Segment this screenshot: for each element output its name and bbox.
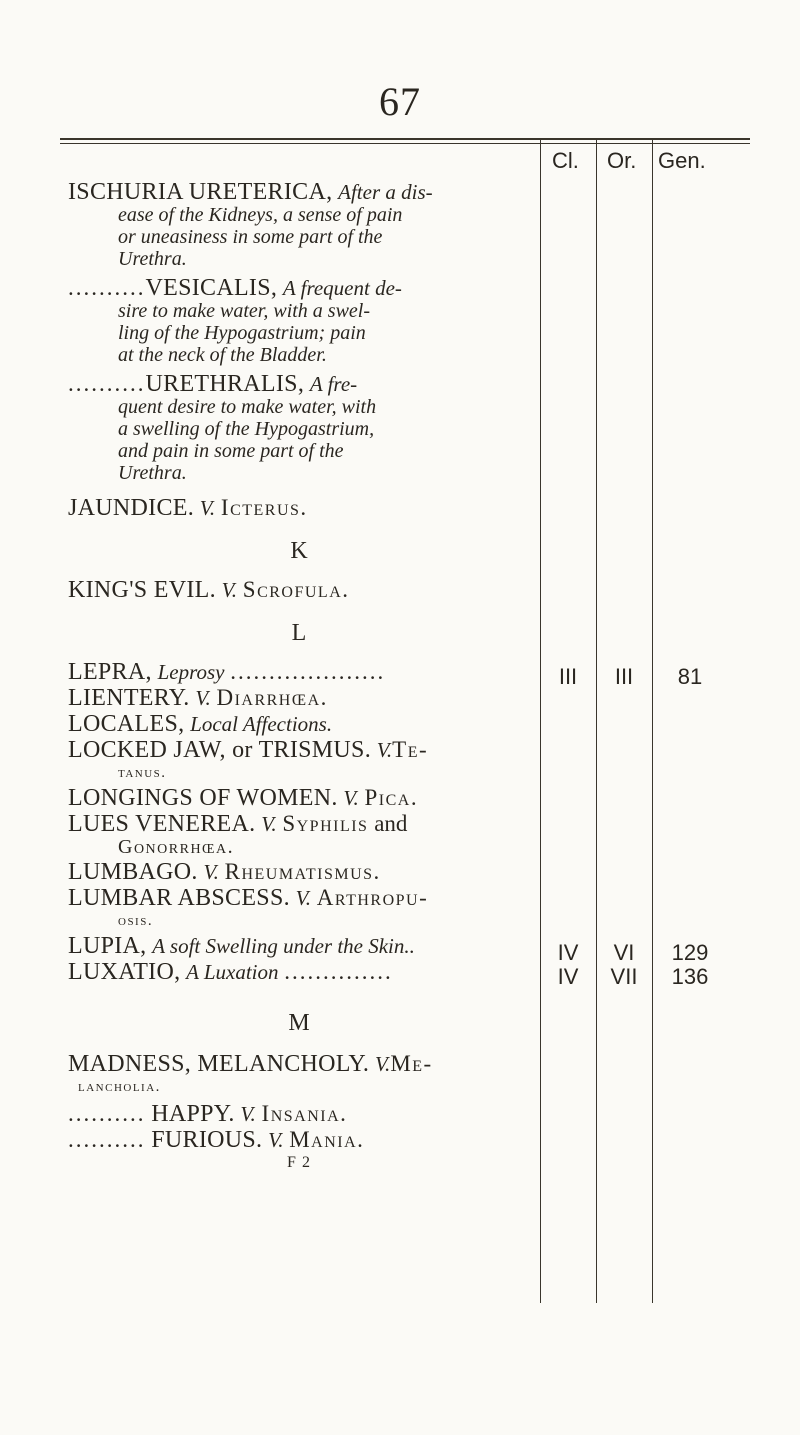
cross-reference: Me-	[390, 1051, 433, 1076]
lepra-genus: 81	[677, 664, 703, 689]
entry-desc-line: ease of the Kidneys, a sense of pain	[118, 204, 403, 226]
entry-head: LUXATIO,	[68, 959, 181, 985]
lepra-class: III	[558, 664, 578, 689]
entry-ischuria-vesicalis	[68, 276, 538, 366]
entry-head: ISCHURIA URETERICA,	[68, 179, 333, 205]
leader-dots: ..........	[68, 1101, 146, 1126]
entry-head: JAUNDICE.	[68, 495, 195, 521]
leader-dots: ..........	[68, 371, 146, 396]
column-divider-1	[540, 138, 541, 1303]
top-rule	[60, 138, 750, 140]
entry-ischuria-ureterica	[68, 180, 538, 270]
cross-reference: Scrofula.	[242, 577, 350, 602]
entry-head: LEPRA,	[68, 659, 152, 685]
entry-desc-line: and pain in some part of the	[118, 440, 344, 462]
entry-desc-line: Urethra.	[118, 462, 187, 484]
leader-dots: ....................	[230, 659, 386, 684]
entry-jaundice	[68, 496, 538, 520]
cross-reference: Diarrhœa.	[216, 685, 328, 710]
luxatio-genus: 136	[671, 964, 709, 989]
section-letter-l: L	[291, 620, 307, 646]
cross-reference: Rheumatismus.	[224, 859, 381, 884]
entry-desc-line: ling of the Hypogastrium; pain	[118, 322, 366, 344]
entry-desc: A frequent de-	[282, 276, 402, 300]
see-marker: V.	[343, 786, 359, 810]
cross-reference: Pica.	[364, 785, 419, 810]
lepra-order: III	[614, 664, 634, 689]
entry-desc: A Luxation	[186, 960, 279, 984]
see-marker: V.	[295, 886, 312, 910]
entry-lientery	[68, 686, 538, 710]
entry-kings-evil	[68, 578, 538, 602]
cross-reference: Insania.	[261, 1101, 348, 1126]
leader-dots: ..........	[68, 275, 146, 300]
entry-locales	[68, 712, 538, 736]
entry-ischuria-urethralis	[68, 372, 538, 484]
section-letter-m: M	[288, 1010, 310, 1036]
entry-desc-line: or uneasiness in some part of the	[118, 226, 383, 248]
cross-reference: Icterus.	[220, 495, 308, 520]
entry-head: FURIOUS.	[151, 1127, 263, 1153]
see-marker: V.	[376, 738, 393, 762]
entry-head: LOCALES,	[68, 711, 185, 737]
cross-reference: Mania.	[289, 1127, 365, 1152]
entry-desc: A fre-	[309, 372, 358, 396]
entry-head: LUMBAR ABSCESS.	[68, 885, 290, 911]
entry-head: LUES VENEREA.	[68, 811, 256, 837]
lupia-order: VI	[613, 940, 635, 965]
entry-madness-happy	[68, 1102, 538, 1126]
entry-lumbar-abscess	[68, 886, 538, 932]
entry-lues-venerea	[68, 812, 538, 858]
entry-lumbago	[68, 860, 538, 884]
cross-reference-cont: lancholia.	[78, 1079, 161, 1095]
see-marker: V.	[374, 1052, 391, 1076]
entry-head: URETHRALIS,	[145, 371, 305, 397]
signature-mark: F 2	[287, 1154, 311, 1171]
entry-head: HAPPY.	[151, 1101, 235, 1127]
entry-head: MADNESS, MELANCHOLY.	[68, 1051, 370, 1077]
page-number: 67	[379, 79, 421, 124]
entry-head: VESICALIS,	[145, 275, 278, 301]
entry-madness-furious	[68, 1128, 538, 1152]
entry-desc-line: Urethra.	[118, 248, 187, 270]
conjunction: and	[374, 811, 408, 836]
entry-longings	[68, 786, 538, 810]
lupia-class: IV	[557, 940, 579, 965]
entry-desc: Local Affections.	[190, 712, 333, 736]
entry-head: KING'S EVIL.	[68, 577, 216, 603]
column-divider-2	[596, 138, 597, 1303]
lupia-genus: 129	[671, 940, 709, 965]
entry-luxatio	[68, 960, 538, 984]
column-header-order: Or.	[607, 148, 637, 173]
entry-desc-line: a swelling of the Hypogastrium,	[118, 418, 375, 440]
see-marker: V.	[268, 1128, 284, 1152]
see-marker: V.	[199, 496, 216, 520]
entry-desc: Leprosy	[157, 660, 225, 684]
entry-desc: After a dis-	[338, 180, 433, 204]
column-header-class: Cl.	[552, 148, 579, 173]
entry-madness	[68, 1052, 538, 1098]
entry-lupia	[68, 934, 538, 958]
see-marker: V.	[221, 578, 238, 602]
entry-head: LIENTERY.	[68, 685, 190, 711]
entry-head: LONGINGS OF WOMEN.	[68, 785, 338, 811]
leader-dots: ..............	[284, 959, 393, 984]
entry-locked-jaw	[68, 738, 538, 784]
cross-reference: Arthropu-	[316, 885, 429, 910]
leader-dots: ..........	[68, 1127, 146, 1152]
entry-desc-line: sire to make water, with a swel-	[118, 300, 371, 322]
entry-desc: A soft Swelling under the Skin..	[152, 934, 415, 958]
cross-reference-cont: Gonorrhœa.	[118, 836, 235, 858]
entry-desc-line: quent desire to make water, with	[118, 396, 377, 418]
see-marker: V.	[240, 1102, 256, 1126]
column-header-genus: Gen.	[658, 148, 706, 173]
entry-lepra	[68, 660, 538, 684]
cross-reference: Syphilis	[282, 811, 369, 836]
see-marker: V.	[261, 812, 277, 836]
column-divider-3	[652, 138, 653, 1303]
luxatio-class: IV	[557, 964, 579, 989]
cross-reference: Te-	[392, 737, 429, 762]
entry-head: LUMBAGO.	[68, 859, 198, 885]
see-marker: V.	[203, 860, 219, 884]
section-letter-k: K	[290, 538, 308, 564]
cross-reference-cont: osis.	[118, 913, 154, 929]
entry-head: LUPIA,	[68, 933, 147, 959]
entry-desc-line: at the neck of the Bladder.	[118, 344, 327, 366]
see-marker: V.	[195, 686, 211, 710]
top-rule-thin	[60, 143, 750, 144]
cross-reference-cont: tanus.	[118, 765, 167, 781]
entry-head: LOCKED JAW, or TRISMUS.	[68, 737, 372, 763]
luxatio-order: VII	[610, 964, 638, 989]
